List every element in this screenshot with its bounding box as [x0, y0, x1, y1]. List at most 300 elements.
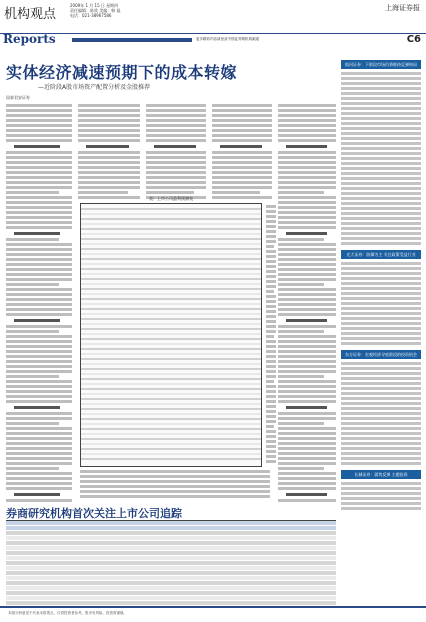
article-byline: 国泰君安证券 — [6, 95, 30, 100]
table-row — [81, 213, 261, 215]
text-line — [341, 392, 421, 395]
text-line — [146, 109, 206, 112]
text-line — [146, 151, 206, 154]
text-line — [6, 370, 72, 373]
text-line — [146, 119, 206, 122]
text-line — [78, 156, 140, 159]
text-line — [286, 319, 327, 322]
text-line — [341, 422, 421, 425]
text-line — [6, 313, 72, 316]
text-line — [6, 161, 72, 164]
text-line — [78, 161, 140, 164]
text-line — [266, 260, 276, 263]
text-line — [341, 292, 421, 295]
text-line — [78, 186, 140, 189]
text-line — [146, 139, 206, 142]
text-line — [6, 457, 72, 460]
text-line — [6, 226, 72, 229]
text-line — [278, 325, 336, 328]
text-line — [212, 114, 272, 117]
text-line — [266, 300, 276, 303]
text-line — [212, 156, 272, 159]
text-line — [146, 129, 206, 132]
text-line — [278, 134, 336, 137]
text-line — [78, 129, 140, 132]
text-line — [266, 395, 276, 398]
table-row — [81, 403, 261, 405]
text-line — [341, 282, 421, 285]
table-row — [81, 333, 261, 335]
table-row — [81, 433, 261, 435]
text-line — [6, 467, 59, 470]
text-line — [341, 502, 421, 505]
text-line — [266, 440, 276, 443]
table-row — [81, 443, 261, 445]
text-line — [212, 186, 272, 189]
text-line — [212, 119, 272, 122]
issue-meta — [70, 3, 220, 18]
text-line — [278, 395, 336, 398]
text-line — [341, 92, 421, 95]
text-line — [278, 442, 336, 445]
text-line — [6, 400, 72, 403]
table-row — [6, 551, 336, 555]
text-line — [341, 412, 421, 415]
text-line — [212, 151, 272, 154]
text-line — [6, 119, 72, 122]
text-line — [341, 142, 421, 145]
table-row — [6, 556, 336, 560]
text-line — [341, 207, 421, 210]
text-line — [278, 278, 336, 281]
text-line — [341, 122, 421, 125]
text-line — [6, 211, 72, 214]
table-row — [81, 448, 261, 450]
text-line — [14, 493, 60, 496]
text-line — [341, 82, 421, 85]
text-line — [278, 226, 336, 229]
table-row — [81, 353, 261, 355]
text-line — [278, 151, 336, 154]
table-row — [81, 328, 261, 330]
text-line — [6, 345, 72, 348]
text-line — [341, 427, 421, 430]
text-line — [6, 166, 72, 169]
text-line — [341, 407, 421, 410]
table-row — [81, 398, 261, 400]
sidebar-heading: 光大证券：防御为主 关注政策受益行业 — [341, 250, 421, 259]
text-line — [278, 303, 336, 306]
text-line — [278, 211, 336, 214]
text-line — [266, 240, 276, 243]
text-line — [6, 221, 72, 224]
text-line — [278, 139, 336, 142]
text-line — [6, 273, 72, 276]
text-line — [266, 350, 276, 353]
text-line — [341, 417, 421, 420]
text-line — [278, 345, 336, 348]
text-line — [6, 355, 72, 358]
text-line — [341, 487, 421, 490]
article-column — [6, 104, 72, 502]
text-line — [86, 145, 129, 148]
text-line — [278, 330, 324, 333]
text-line — [6, 482, 72, 485]
text-line — [341, 482, 421, 485]
table-row — [81, 323, 261, 325]
text-line — [78, 139, 140, 142]
text-line — [212, 161, 272, 164]
text-line — [266, 445, 276, 448]
issue-editor: 责任编辑：陈欣 美编：韩 磊 — [70, 8, 121, 13]
text-line — [6, 499, 72, 502]
text-line — [266, 210, 276, 213]
text-line — [341, 222, 421, 225]
article-title: 实体经济减速预期下的成本转嫁 — [6, 63, 238, 82]
text-line — [341, 87, 421, 90]
bottom-title: 券商研究机构首次关注上市公司追踪 — [6, 507, 182, 520]
article-column — [278, 104, 336, 502]
text-line — [6, 308, 72, 311]
text-line — [266, 290, 274, 293]
text-line — [212, 129, 272, 132]
table-row — [6, 531, 336, 535]
text-line — [278, 201, 336, 204]
text-line — [6, 243, 72, 246]
text-line — [341, 147, 421, 150]
text-line — [266, 285, 276, 288]
text-line — [266, 390, 276, 393]
text-line — [266, 410, 276, 413]
text-line — [278, 283, 324, 286]
table-row — [6, 546, 336, 550]
text-line — [341, 302, 421, 305]
table-row — [6, 571, 336, 575]
text-line — [278, 370, 336, 373]
text-line — [78, 134, 140, 137]
table-row — [81, 283, 261, 285]
channel-banner: 更多精彩内容请登录中国证券网机构频道 — [196, 37, 259, 41]
text-line — [278, 412, 336, 415]
text-line — [212, 171, 272, 174]
text-line — [341, 117, 421, 120]
text-line — [286, 145, 327, 148]
text-line — [6, 129, 72, 132]
text-line — [6, 330, 59, 333]
text-line — [266, 305, 276, 308]
table-row — [81, 233, 261, 235]
text-line — [341, 72, 421, 75]
text-line — [341, 187, 421, 190]
text-line — [341, 287, 421, 290]
table-row — [81, 243, 261, 245]
text-line — [278, 499, 336, 502]
text-line — [278, 432, 336, 435]
sidebar-heading: 东方证券：宏观经济寻底阶段的投资机会 — [341, 350, 421, 359]
text-line — [278, 467, 324, 470]
text-line — [6, 109, 72, 112]
bottom-table — [6, 520, 336, 608]
text-line — [341, 182, 421, 185]
text-line — [266, 405, 276, 408]
issue-date: 2009年 1 月 15 日 星期四 — [70, 3, 119, 8]
text-line — [341, 322, 421, 325]
table-row — [81, 273, 261, 275]
text-line — [78, 166, 140, 169]
table-row — [81, 253, 261, 255]
text-line — [278, 335, 336, 338]
text-line — [6, 375, 59, 378]
text-line — [266, 335, 274, 338]
text-line — [278, 298, 336, 301]
text-line — [341, 107, 421, 110]
table-title: 表：上市公司盈利预测表 — [149, 196, 193, 201]
text-line — [266, 425, 274, 428]
text-line — [278, 221, 336, 224]
text-line — [341, 437, 421, 440]
text-line — [341, 212, 421, 215]
text-line — [6, 365, 72, 368]
table-row — [81, 373, 261, 375]
text-line — [80, 470, 270, 473]
text-line — [278, 360, 336, 363]
text-line — [78, 171, 140, 174]
text-line — [341, 397, 421, 400]
text-line — [341, 367, 421, 370]
text-line — [6, 380, 72, 383]
text-line — [266, 280, 276, 283]
text-line — [266, 355, 276, 358]
text-line — [6, 181, 72, 184]
text-line — [266, 340, 276, 343]
text-line — [341, 372, 421, 375]
text-line — [6, 325, 72, 328]
text-line — [278, 191, 324, 194]
text-line — [341, 202, 421, 205]
text-line — [6, 442, 72, 445]
text-line — [266, 250, 276, 253]
text-line — [6, 171, 72, 174]
text-line — [212, 139, 272, 142]
text-line — [278, 457, 336, 460]
text-line — [341, 497, 421, 500]
text-line — [278, 263, 336, 266]
text-line — [146, 104, 206, 107]
text-line — [341, 77, 421, 80]
sidebar-heading: 银河证券：下阶段市场仍将维持反弹格局 — [341, 60, 421, 69]
text-line — [212, 134, 272, 137]
text-line — [6, 395, 72, 398]
text-line — [341, 317, 421, 320]
text-line — [266, 315, 276, 318]
text-line — [341, 97, 421, 100]
text-line — [78, 176, 140, 179]
text-line — [278, 206, 336, 209]
text-line — [266, 420, 276, 423]
text-line — [212, 191, 260, 194]
text-line — [6, 114, 72, 117]
text-line — [78, 124, 140, 127]
text-line — [78, 114, 140, 117]
text-line — [341, 167, 421, 170]
text-line — [341, 312, 421, 315]
text-line — [278, 119, 336, 122]
text-line — [78, 119, 140, 122]
text-line — [146, 191, 194, 194]
text-line — [341, 232, 421, 235]
text-line — [266, 275, 276, 278]
text-line — [278, 340, 336, 343]
text-line — [6, 248, 72, 251]
issue-phone: 电话：021-38967586 — [70, 13, 112, 18]
text-line — [278, 452, 336, 455]
text-line — [341, 162, 421, 165]
text-line — [278, 129, 336, 132]
text-line — [278, 472, 336, 475]
text-line — [6, 360, 72, 363]
text-line — [278, 437, 336, 440]
text-line — [6, 278, 72, 281]
table-row — [81, 268, 261, 270]
table-row — [81, 358, 261, 360]
text-line — [146, 114, 206, 117]
text-line — [266, 320, 276, 323]
text-line — [278, 477, 336, 480]
text-line — [6, 134, 72, 137]
text-line — [278, 293, 336, 296]
text-line — [341, 452, 421, 455]
text-line — [341, 382, 421, 385]
table-row — [81, 218, 261, 220]
text-line — [341, 507, 421, 510]
table-row — [81, 298, 261, 300]
text-line — [278, 253, 336, 256]
table-row — [6, 591, 336, 595]
table-row — [81, 393, 261, 395]
text-line — [6, 340, 72, 343]
text-line — [278, 482, 336, 485]
text-line — [6, 385, 72, 388]
text-line — [6, 139, 72, 142]
text-line — [6, 412, 72, 415]
sidebar-heading: 长城证券：弱势反弹 主题投资 — [341, 470, 421, 479]
text-line — [266, 385, 276, 388]
table-row — [81, 368, 261, 370]
text-line — [6, 437, 72, 440]
text-line — [278, 186, 336, 189]
text-line — [341, 377, 421, 380]
text-line — [6, 268, 72, 271]
text-line — [146, 171, 206, 174]
text-line — [278, 288, 336, 291]
text-line — [78, 191, 128, 194]
table-row — [81, 208, 261, 210]
text-line — [278, 124, 336, 127]
text-line — [341, 432, 421, 435]
table-row — [81, 303, 261, 305]
text-line — [266, 295, 276, 298]
table-row — [6, 576, 336, 580]
text-line — [341, 197, 421, 200]
text-line — [278, 308, 336, 311]
text-line — [266, 230, 276, 233]
text-line — [341, 442, 421, 445]
table-row — [81, 293, 261, 295]
text-line — [266, 360, 276, 363]
text-line — [266, 330, 276, 333]
text-line — [146, 161, 206, 164]
table-row — [81, 458, 261, 460]
text-line — [146, 181, 206, 184]
text-line — [278, 238, 324, 241]
table-row — [6, 521, 336, 525]
footer-text: 本版分析意见不代表本报观点，仅供投资者参考。股市有风险，投资需谨慎。 — [8, 611, 127, 615]
text-line — [278, 243, 336, 246]
reports-bar-line — [72, 38, 192, 42]
table-row — [81, 378, 261, 380]
text-line — [278, 176, 336, 179]
text-line — [341, 297, 421, 300]
text-line — [6, 206, 72, 209]
text-line — [278, 171, 336, 174]
article-column — [266, 205, 276, 465]
reports-label: Reports — [3, 32, 56, 46]
text-line — [278, 390, 336, 393]
text-line — [278, 380, 336, 383]
text-line — [78, 151, 140, 154]
text-line — [278, 422, 324, 425]
table-row — [81, 338, 261, 340]
text-line — [341, 272, 421, 275]
text-line — [212, 176, 272, 179]
text-line — [154, 145, 196, 148]
text-line — [266, 215, 276, 218]
text-line — [6, 151, 72, 154]
text-line — [341, 172, 421, 175]
text-line — [278, 166, 336, 169]
table-row — [81, 408, 261, 410]
text-line — [341, 447, 421, 450]
article-column — [146, 104, 206, 200]
text-line — [266, 255, 276, 258]
text-line — [146, 186, 206, 189]
table-row — [81, 278, 261, 280]
article-column — [80, 470, 270, 502]
text-line — [6, 390, 72, 393]
text-line — [341, 387, 421, 390]
text-line — [341, 327, 421, 330]
text-line — [278, 156, 336, 159]
text-line — [341, 362, 421, 365]
table-row — [81, 388, 261, 390]
table-row — [81, 418, 261, 420]
text-line — [278, 417, 336, 420]
text-line — [278, 355, 336, 358]
text-line — [278, 216, 336, 219]
table-row — [6, 561, 336, 565]
text-line — [146, 166, 206, 169]
text-line — [278, 427, 336, 430]
text-line — [80, 480, 270, 483]
text-line — [6, 477, 72, 480]
text-line — [80, 495, 270, 498]
text-line — [6, 350, 72, 353]
text-line — [6, 487, 72, 490]
text-line — [278, 365, 336, 368]
text-line — [341, 307, 421, 310]
text-line — [6, 288, 72, 291]
text-line — [286, 493, 327, 496]
